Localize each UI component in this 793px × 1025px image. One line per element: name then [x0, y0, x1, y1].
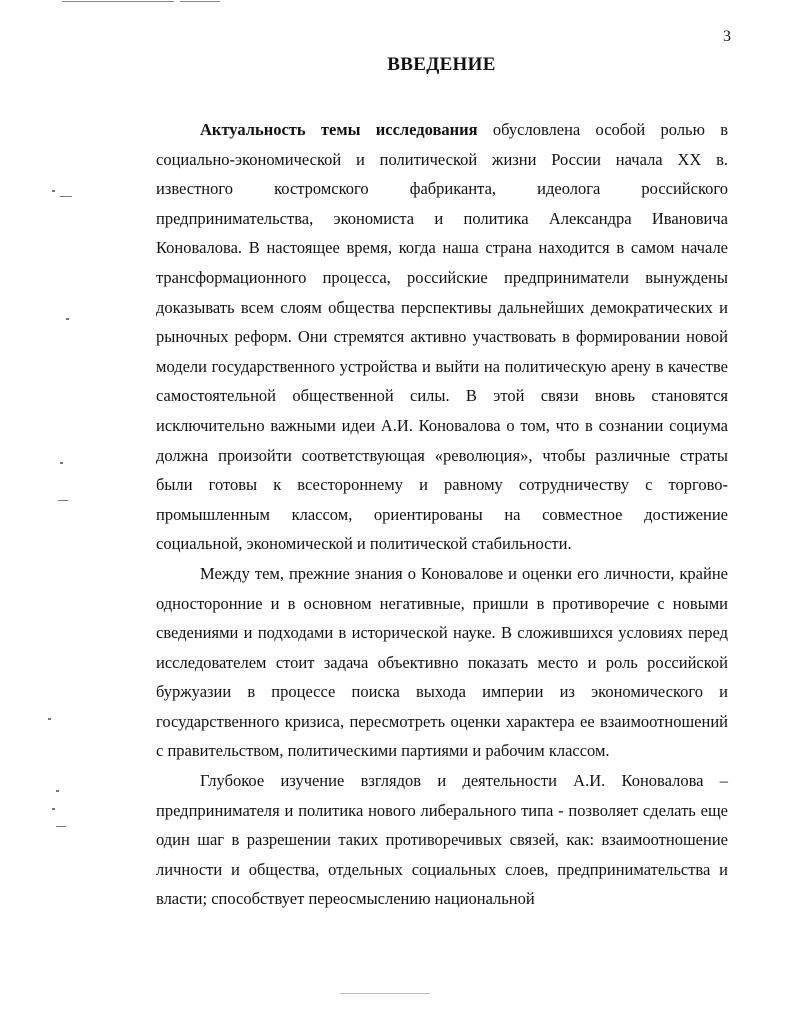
paragraph-text: обусловлена особой ролью в социально-экономической и политической жизни России начала XX в. известного костромского фабриканта, идеолога российского предпринимательства, экономиста и политика Александра Ивановича Коновалова. В настоящее время, когда наша страна находится в самом начале трансформационного процесса, российские предприниматели вынуждены доказывать всем слоям общества перспективы дальнейших демократических и рыночных реформ. Они стремятся активно участвовать в формировании новой модели государственного устройства и выйти на политическую арену в качестве самостоятельной общественной силы. В этой связи вновь становятся исключительно важными идеи А.И. Коновалова о том, что в сознании социума должна произойти соответствующая «революция», чтобы различные страты были готовы к всестороннему и равному сотрудничеству с торгово-промышленным классом, ориентированы на совместное достижение социальной, экономической и политической стабильности.: [156, 120, 728, 554]
scan-artifact-speck: [60, 462, 63, 464]
scan-artifact-top-line: [62, 1, 174, 2]
scan-artifact-speck: [52, 190, 55, 192]
scan-artifact-speck: [66, 318, 69, 320]
page-number: 3: [723, 28, 731, 45]
scan-artifact-speck: [56, 790, 59, 792]
scan-artifact-speck: [52, 808, 55, 810]
paragraph-lead: Актуальность темы исследования: [200, 120, 478, 139]
paragraph-deep-study: Глубокое изучение взглядов и деятельности А.И. Коновалова – предпринимателя и политика нового либерального типа - позволяет сделать еще один шаг в разрешении таких противоречивых связей, как: взаимоотношение личности и общества, отдельных социальных слоев, предпринимательства и власти; способствует переосмыслению национальной: [156, 771, 728, 909]
scan-artifact-speck: [60, 196, 72, 197]
page-title: ВВЕДЕНИЕ: [387, 54, 496, 75]
scan-artifact-speck: [58, 500, 68, 501]
scan-artifact-speck: [56, 826, 66, 827]
paragraph-relevance: [156, 115, 728, 559]
body-text: [156, 115, 728, 914]
scan-artifact-top-line-2: [180, 1, 220, 2]
paragraph-previous-knowledge: Между тем, прежние знания о Коновалове и оценки его личности, крайне односторонние и в основном негативные, пришли в противоречие с новыми сведениями и подходами в исторической науке. В сложившихся условиях перед исследователем стоит задача объективно показать место и роль российской буржуазии в процессе поиска выхода империи из экономического и государственного кризиса, пересмотреть оценки характера ее взаимоотношений с правительством, политическими партиями и рабочим классом.: [156, 563, 728, 761]
scan-artifact-bottom-line: [340, 993, 430, 994]
scan-artifact-speck: [48, 718, 51, 720]
